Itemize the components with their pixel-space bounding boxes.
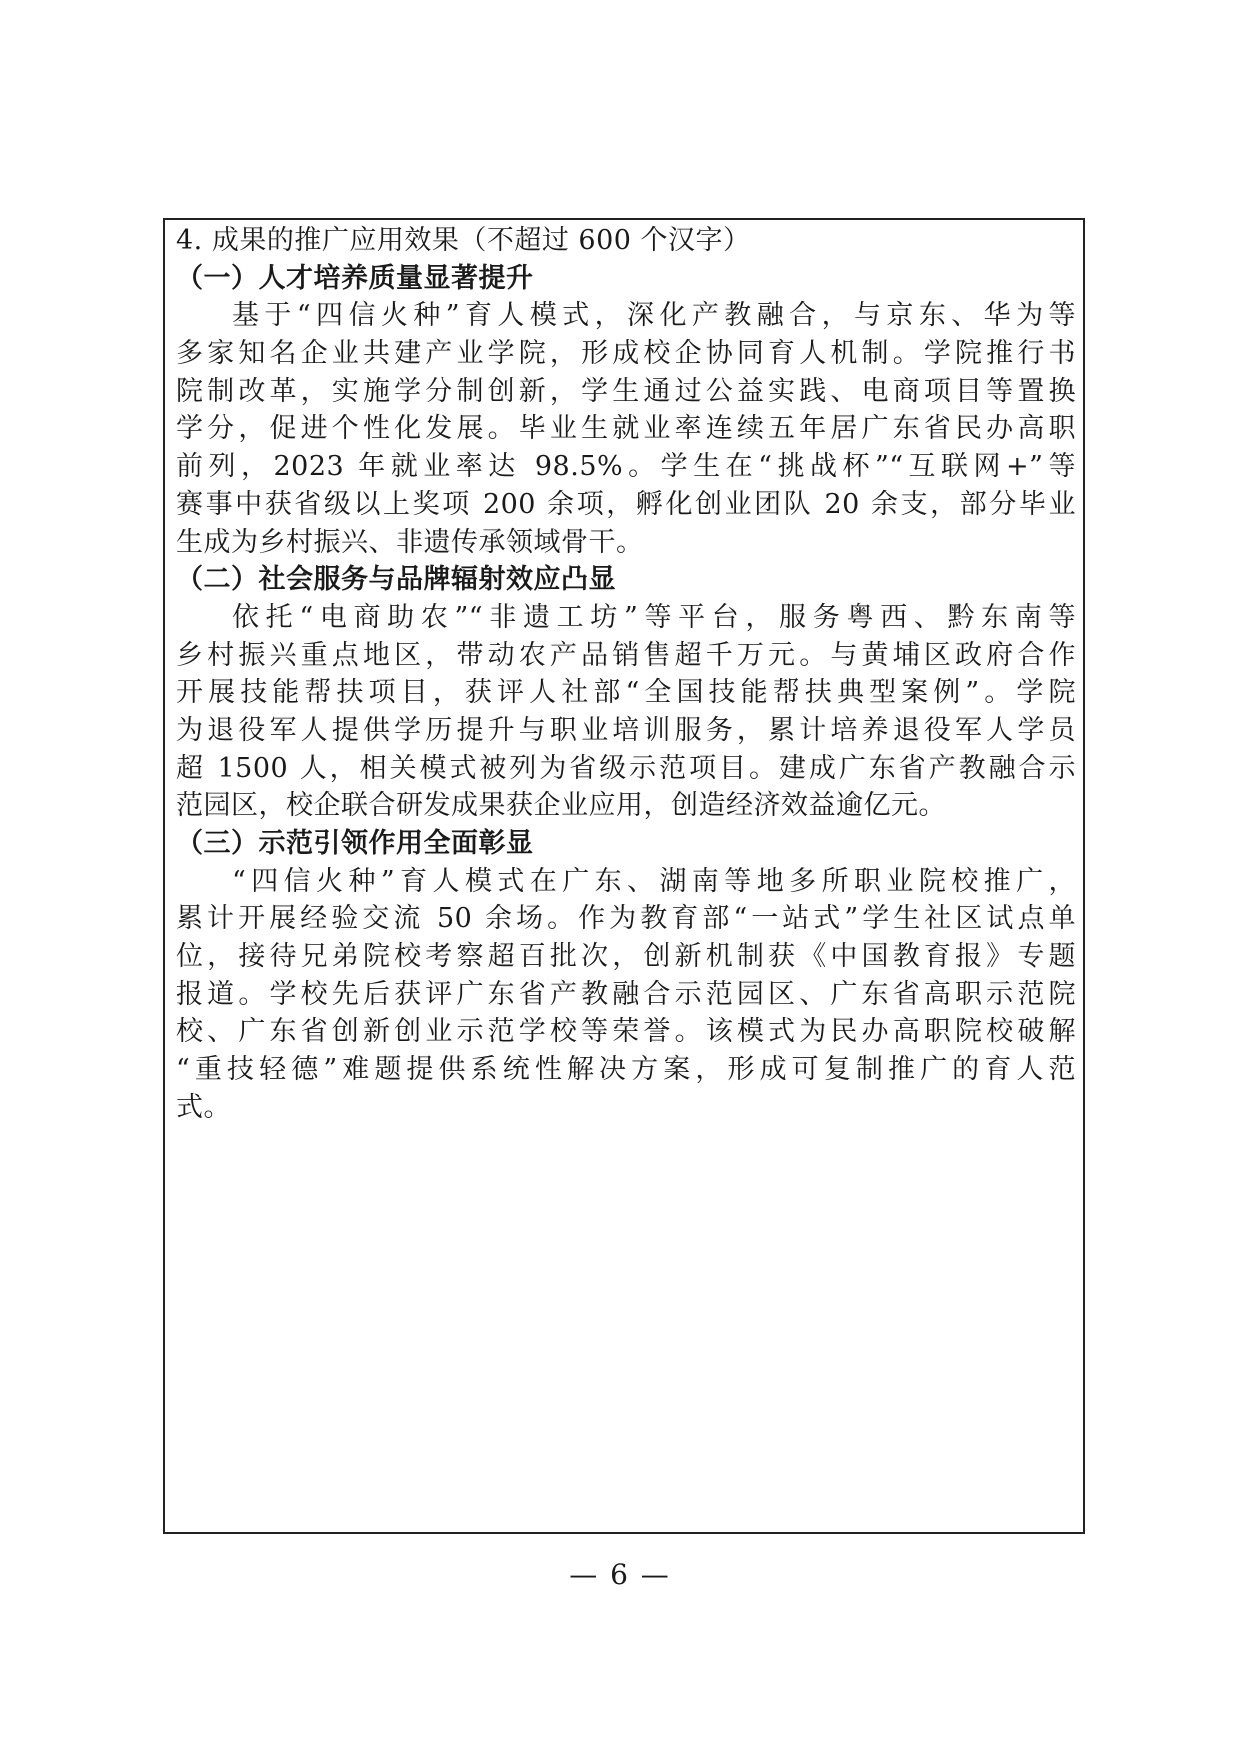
- section-title: 4. 成果的推广应用效果（不超过 600 个汉字）: [176, 225, 751, 256]
- paragraph-line: 院制改革，实施学分制创新，学生通过公益实践、电商项目等置换: [176, 375, 1076, 407]
- paragraph-line: 位，接待兄弟院校考察超百批次，创新机制获《中国教育报》专题: [176, 941, 1076, 973]
- paragraph-line: 报道。学校先后获评广东省产教融合示范园区、广东省高职示范院: [176, 978, 1076, 1010]
- paragraph-line: 赛事中获省级以上奖项 200 余项，孵化创业团队 20 余支，部分毕业: [176, 488, 1076, 520]
- paragraph-line: 累计开展经验交流 50 余场。作为教育部“一站式”学生社区试点单: [176, 903, 1076, 935]
- paragraph-line: 乡村振兴重点地区，带动农产品销售超千万元。与黄埔区政府合作: [176, 639, 1076, 671]
- paragraph-line: 多家知名企业共建产业学院，形成校企协同育人机制。学院推行书: [176, 338, 1076, 370]
- paragraph-line: 生成为乡村振兴、非遗传承领域骨干。: [176, 526, 644, 558]
- paragraph-line: “四信火种”育人模式在广东、湖南等地多所职业院校推广，: [232, 865, 1076, 897]
- paragraph-line: 依托“电商助农”“非遗工坊”等平台，服务粤西、黔东南等: [232, 601, 1076, 633]
- paragraph-line: “重技轻德”难题提供系统性解决方案，形成可复制推广的育人范: [176, 1054, 1076, 1086]
- paragraph-line: 开展技能帮扶项目，获评人社部“全国技能帮扶典型案例”。学院: [176, 677, 1076, 709]
- paragraph-line: 为退役军人提供学历提升与职业培训服务，累计培养退役军人学员: [176, 714, 1076, 746]
- page-number: — 6 —: [569, 1558, 671, 1591]
- paragraph-line: 超 1500 人，相关模式被列为省级示范项目。建成广东省产教融合示: [176, 752, 1076, 784]
- paragraph-line: 校、广东省创新创业示范学校等荣誉。该模式为民办高职院校破解: [176, 1016, 1076, 1048]
- paragraph-line: 式。: [176, 1091, 231, 1123]
- paragraph-line: 前列，2023 年就业率达 98.5%。学生在“挑战杯”“互联网+”等: [176, 451, 1076, 483]
- subsection-heading-3: （三）示范引领作用全面彰显: [176, 828, 534, 859]
- paragraph-line: 范园区，校企联合研发成果获企业应用，创造经济效益逾亿元。: [176, 790, 946, 822]
- subsection-heading-1: （一）人才培养质量显著提升: [176, 262, 534, 294]
- document-body: [176, 222, 1076, 1127]
- paragraph-line: 学分，促进个性化发展。毕业生就业率连续五年居广东省民办高职: [176, 413, 1076, 445]
- subsection-heading-2: （二）社会服务与品牌辐射效应凸显: [176, 564, 616, 596]
- paragraph-line: 基于“四信火种”育人模式，深化产教融合，与京东、华为等: [232, 300, 1076, 332]
